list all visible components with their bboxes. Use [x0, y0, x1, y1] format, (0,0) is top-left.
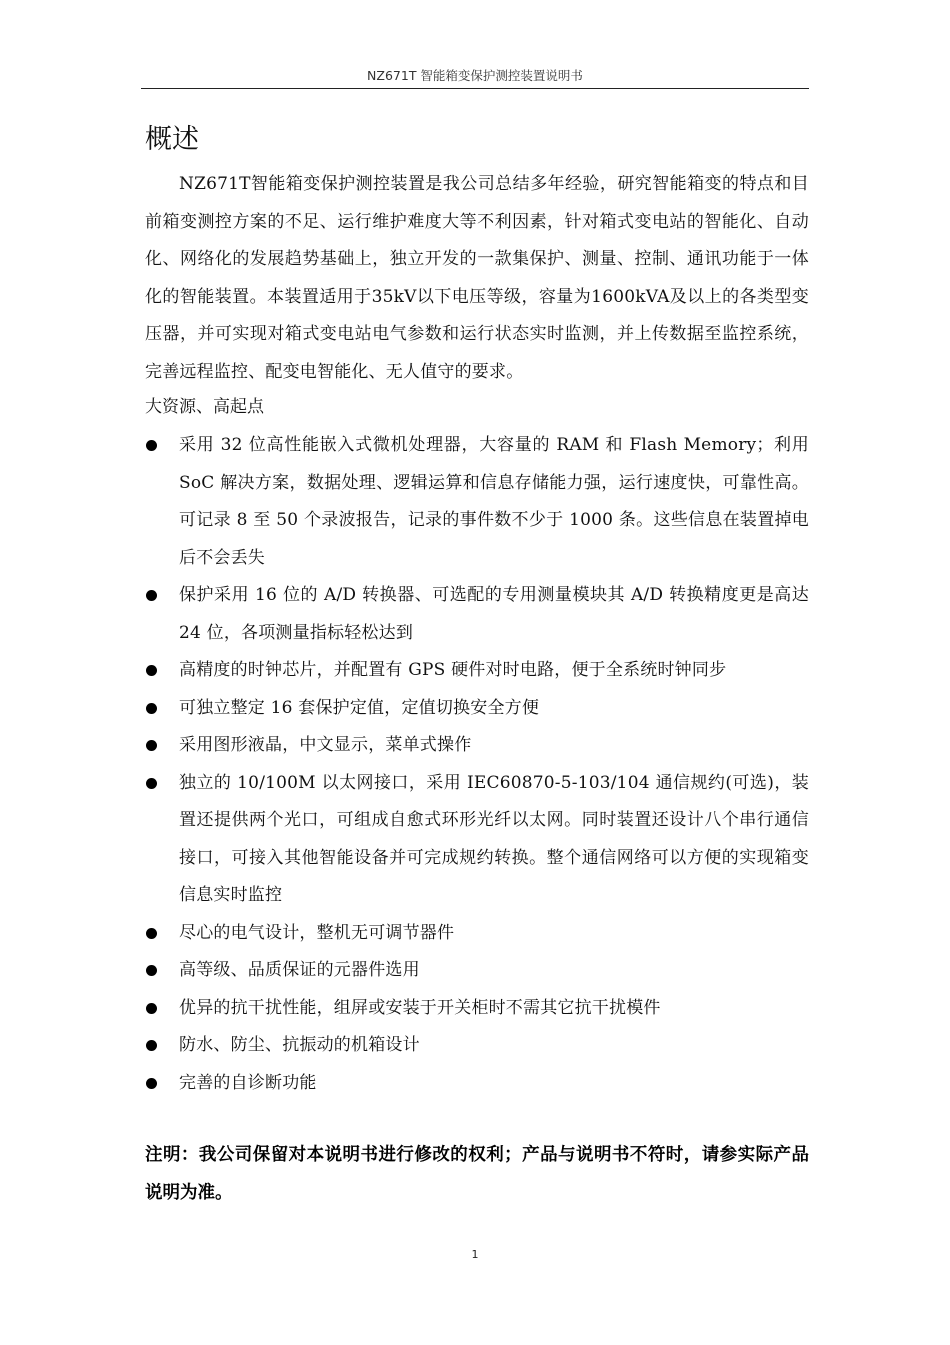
list-item-text: 保护采用 16 位的 A/D 转换器、可选配的专用测量模块其 A/D 转换精度更是高达 24 位，各项测量指标轻松达到 [179, 585, 809, 643]
running-header: NZ671T 智能箱变保护测控装置说明书 [367, 68, 583, 83]
features-list [145, 427, 809, 1102]
bullet-dot-icon [146, 965, 157, 976]
list-item [145, 1065, 809, 1103]
bullet-dot-icon [146, 703, 157, 714]
bullet-dot-icon [146, 440, 157, 451]
bullet-dot-icon [146, 1040, 157, 1051]
list-item [145, 652, 809, 690]
list-item [145, 765, 809, 915]
list-item [145, 427, 809, 577]
disclaimer-note: 注明：我公司保留对本说明书进行修改的权利；产品与说明书不符时，请参实际产品说明为准。 [145, 1145, 809, 1203]
bullet-dot-icon [146, 1078, 157, 1089]
list-item-text: 防水、防尘、抗振动的机箱设计 [179, 1035, 420, 1055]
list-item-text: 高等级、品质保证的元器件选用 [179, 960, 420, 980]
list-item [145, 915, 809, 953]
list-item-text: 高精度的时钟芯片，并配置有 GPS 硬件对时电路，便于全系统时钟同步 [179, 660, 727, 680]
page-number: 1 [471, 1248, 479, 1261]
intro-paragraph: NZ671T智能箱变保护测控装置是我公司总结多年经验，研究智能箱变的特点和目前箱变测控方案的不足、运行维护难度大等不利因素，针对箱式变电站的智能化、自动化、网络化的发展趋势基础上，独立开发的一款集保护、测量、控制、通讯功能于一体化的智能装置。本装置适用于35kV以下电压等级，容量为1600kVA及以上的各类型变压器，并可实现对箱式变电站电气参数和运行状态实时监测，并上传数据至监控系统，完善远程监控、配变电智能化、无人值守的要求。 [145, 174, 809, 382]
list-item [145, 1027, 809, 1065]
list-item-text: 完善的自诊断功能 [179, 1072, 317, 1093]
bullet-dot-icon [146, 928, 157, 939]
bullet-dot-icon [146, 590, 157, 601]
list-item [145, 727, 809, 765]
features-heading: 大资源、高起点 [145, 397, 264, 417]
list-item-text: 采用图形液晶，中文显示，菜单式操作 [179, 735, 472, 755]
list-item [145, 952, 809, 990]
bullet-dot-icon [146, 778, 157, 789]
bullet-dot-icon [146, 740, 157, 751]
bullet-dot-icon [146, 665, 157, 676]
list-item [145, 990, 809, 1028]
list-item-text: 可独立整定 16 套保护定值，定值切换安全方便 [179, 697, 540, 718]
list-item-text: 尽心的电气设计，整机无可调节器件 [179, 922, 455, 943]
section-title: 概述 [145, 124, 199, 155]
bullet-dot-icon [146, 1003, 157, 1014]
list-item-text: 优异的抗干扰性能，组屏或安装于开关柜时不需其它抗干扰模件 [179, 997, 661, 1018]
header-rule [141, 88, 809, 89]
list-item-text: 独立的 10/100M 以太网接口，采用 IEC60870-5-103/104 通信规约(可选)，装置还提供两个光口，可组成自愈式环形光纤以太网。同时装置还设计八个串行通信接口，可接入其他智能设备并可完成规约转换。整个通信网络可以方便的实现箱变信息实时监控 [179, 772, 809, 905]
list-item [145, 690, 809, 728]
list-item-text: 采用 32 位高性能嵌入式微机处理器，大容量的 RAM 和 Flash Memory；利用 SoC 解决方案，数据处理、逻辑运算和信息存储能力强，运行速度快，可靠性高。可记录 8 至 50 个录波报告，记录的事件数不少于 1000 条。这些信息在装置掉电后不会丢失 [179, 435, 809, 568]
list-item [145, 577, 809, 652]
